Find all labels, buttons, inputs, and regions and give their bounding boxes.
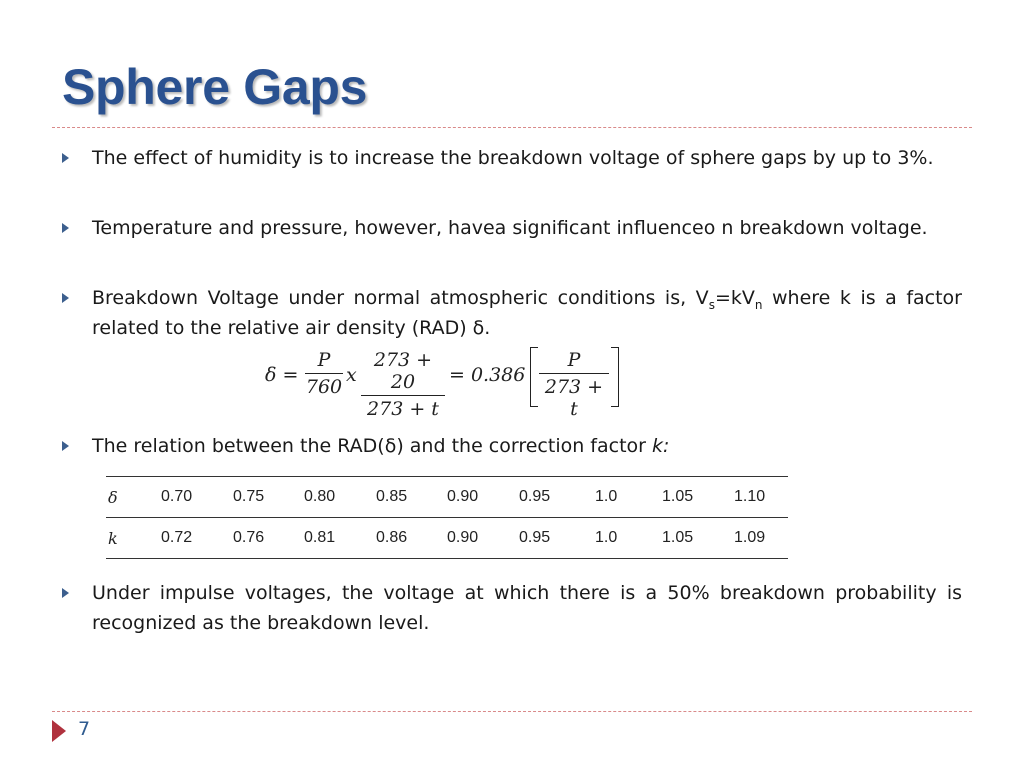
subscript-n: n <box>754 297 763 312</box>
fraction-numerator: P <box>317 349 331 371</box>
row-label-delta: δ <box>108 488 118 507</box>
formula-fraction-2 <box>361 349 445 420</box>
table-cell: 0.70 <box>161 488 193 505</box>
table-cell: 0.86 <box>376 529 408 546</box>
fraction-bar <box>361 395 445 396</box>
subscript-s: s <box>708 297 715 312</box>
table-cell: 0.76 <box>233 529 265 546</box>
left-bracket <box>530 347 538 407</box>
footer-divider <box>52 711 972 712</box>
table-cell: 1.0 <box>595 529 618 546</box>
bullet-temperature-pressure: Temperature and pressure, however, havea significant influenceo n breakdown voltage. <box>92 217 928 239</box>
table-cell: 0.80 <box>304 488 336 505</box>
table-cell: 0.72 <box>161 529 193 546</box>
bullet-arrow-icon <box>62 588 69 598</box>
right-bracket <box>611 347 619 407</box>
table-bottom-rule <box>106 558 788 559</box>
table-cell: 0.75 <box>233 488 265 505</box>
title-divider <box>52 127 972 128</box>
bullet-text-part: where k is a factor related to the relative air density (RAD) δ. <box>92 287 962 339</box>
bullet-rad-relation <box>92 431 962 461</box>
fraction-numerator: 273 + 20 <box>373 349 433 393</box>
table-cell: 1.05 <box>662 488 694 505</box>
bullet-arrow-icon <box>62 441 69 451</box>
formula-coefficient: = 0.386 <box>449 364 526 386</box>
fraction-denominator: 273 + t <box>544 376 604 420</box>
bullet-arrow-icon <box>62 293 69 303</box>
table-cell: 0.90 <box>447 488 479 505</box>
bullet-text-part: The relation between the RAD(δ) and the correction factor <box>92 435 653 457</box>
formula-lhs: δ = <box>265 364 299 386</box>
table-cell: 1.05 <box>662 529 694 546</box>
page-number: 7 <box>78 718 91 740</box>
footer-arrow-icon <box>52 720 66 742</box>
bullet-arrow-icon <box>62 223 69 233</box>
table-cell: 0.90 <box>447 529 479 546</box>
formula-times: x <box>346 364 357 386</box>
bullet-arrow-icon <box>62 153 69 163</box>
formula-fraction-1 <box>305 349 343 398</box>
fraction-bar <box>305 373 343 374</box>
table-cell: 1.10 <box>734 488 766 505</box>
fraction-numerator: P <box>567 349 581 371</box>
fraction-bar <box>539 373 609 374</box>
table-cell: 1.0 <box>595 488 618 505</box>
table-cell: 1.09 <box>734 529 766 546</box>
table-cell: 0.95 <box>519 488 551 505</box>
slide-title: Sphere Gaps <box>62 59 368 115</box>
table-row-k <box>106 518 788 558</box>
bullet-emphasis: k: <box>652 435 670 457</box>
fraction-denominator: 760 <box>305 376 343 398</box>
table-cell: 0.85 <box>376 488 408 505</box>
bullet-impulse-voltage: Under impulse voltages, the voltage at which there is a 50% breakdown probability is recognized as the breakdown level. <box>92 582 962 634</box>
rad-formula <box>265 347 625 420</box>
bullet-humidity: The effect of humidity is to increase the breakdown voltage of sphere gaps by up to 3%. <box>92 147 934 169</box>
table-cell: 0.81 <box>304 529 336 546</box>
row-label-k: k <box>108 529 118 548</box>
fraction-denominator: 273 + t <box>367 398 439 420</box>
bullet-breakdown-voltage <box>92 283 962 343</box>
bullet-text-part: Breakdown Voltage under normal atmospheric conditions is, V <box>92 287 709 309</box>
table-cell: 0.95 <box>519 529 551 546</box>
formula-fraction-3 <box>539 349 609 420</box>
bullet-text-part: =kV <box>714 287 755 309</box>
rad-correction-table <box>106 476 788 559</box>
table-row-delta <box>106 477 788 517</box>
